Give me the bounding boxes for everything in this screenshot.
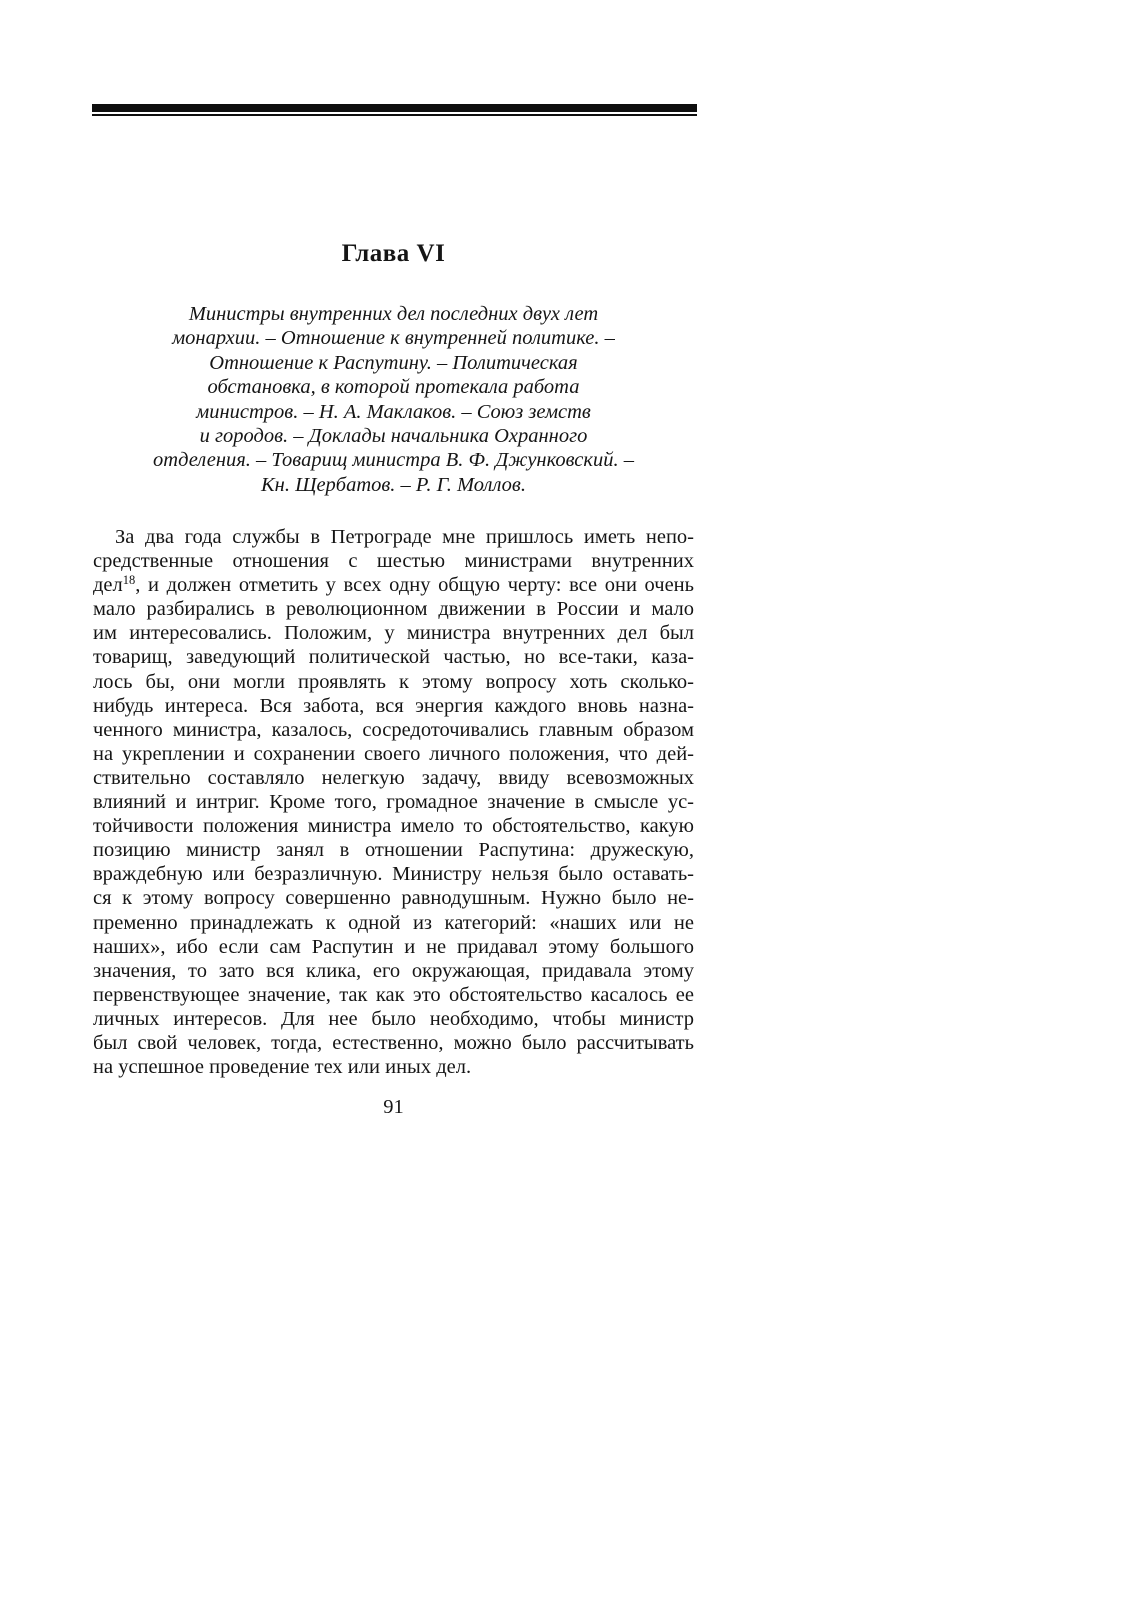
summary-line: министров. – Н. А. Маклаков. – Союз земств [196,400,591,423]
chapter-summary [93,302,694,497]
body-line-text: дел [93,574,123,597]
body-paragraph [93,525,694,1079]
summary-line: обстановка, в которой протекала работа [207,376,580,399]
body-line: За два года службы в Петрограде мне пришлось иметь непо- [115,526,694,548]
summary-line: Кн. Щербатов. – Р. Г. Моллов. [261,473,526,496]
body-line: мало разбирались в революционном движении в России и мало [93,598,694,621]
body-line: ченного министра, казалось, сосредоточивались главным образом [93,718,694,741]
body-line: значения, то зато вся клика, его окружающая, придавала этому [93,959,694,982]
footnote-reference: 18 [122,573,136,588]
summary-line: отделения. – Товарищ министра В. Ф. Джунковский. – [153,449,634,472]
body-line: средственные отношения с шестью министрами внутренних [93,550,694,573]
body-line: ствительно составляло нелегкую задачу, ввиду всевозможных [93,766,694,789]
page-number: 91 [383,1096,404,1118]
body-line: первенствующее значение, так как это обстоятельство касалось ее [93,983,694,1006]
summary-line: Министры внутренних дел последних двух лет [188,303,599,325]
body-line: позицию министр занял в отношении Распутина: дружескую, [93,839,694,862]
summary-line: Отношение к Распутину. – Политическая [209,351,578,374]
body-line: пременно принадлежать к одной из категорий: «наших или не [93,911,694,934]
summary-line: и городов. – Доклады начальника Охранного [199,425,588,448]
body-line: враждебную или безразличную. Министру нельзя было оставать- [93,863,694,886]
body-line: наших», ибо если сам Распутин и не придавал этому большого [93,935,694,958]
body-line: на укреплении и сохранении своего личного положения, что дей- [93,742,694,765]
summary-line: монархии. – Отношение к внутренней политике. – [172,327,615,350]
chapter-title: Глава VI [341,240,446,267]
body-line: ся к этому вопросу совершенно равнодушным. Нужно было не- [93,887,694,910]
body-line: личных интересов. Для нее было необходимо, чтобы министр [93,1007,694,1030]
body-line: нибудь интереса. Вся забота, вся энергия каждого вновь назна- [93,694,694,717]
body-line: тойчивости положения министра имело то обстоятельство, какую [93,815,694,838]
body-line: влияний и интриг. Кроме того, громадное значение в смысле ус- [93,791,694,814]
body-line: на успешное проведение тех или иных дел. [93,1056,472,1079]
body-line [93,573,694,597]
body-line: товарищ, заведующий политической частью, но все-таки, каза- [93,646,694,669]
text-column [93,0,694,1621]
body-line-text: , и должен отметить у всех одну общую черту: все они очень [135,574,694,597]
body-line: был свой человек, тогда, естественно, можно было рассчитывать [93,1031,694,1054]
body-line: им интересовались. Положим, у министра внутренних дел был [93,622,694,645]
body-line: лось бы, они могли проявлять к этому вопросу хоть сколько- [93,670,694,693]
